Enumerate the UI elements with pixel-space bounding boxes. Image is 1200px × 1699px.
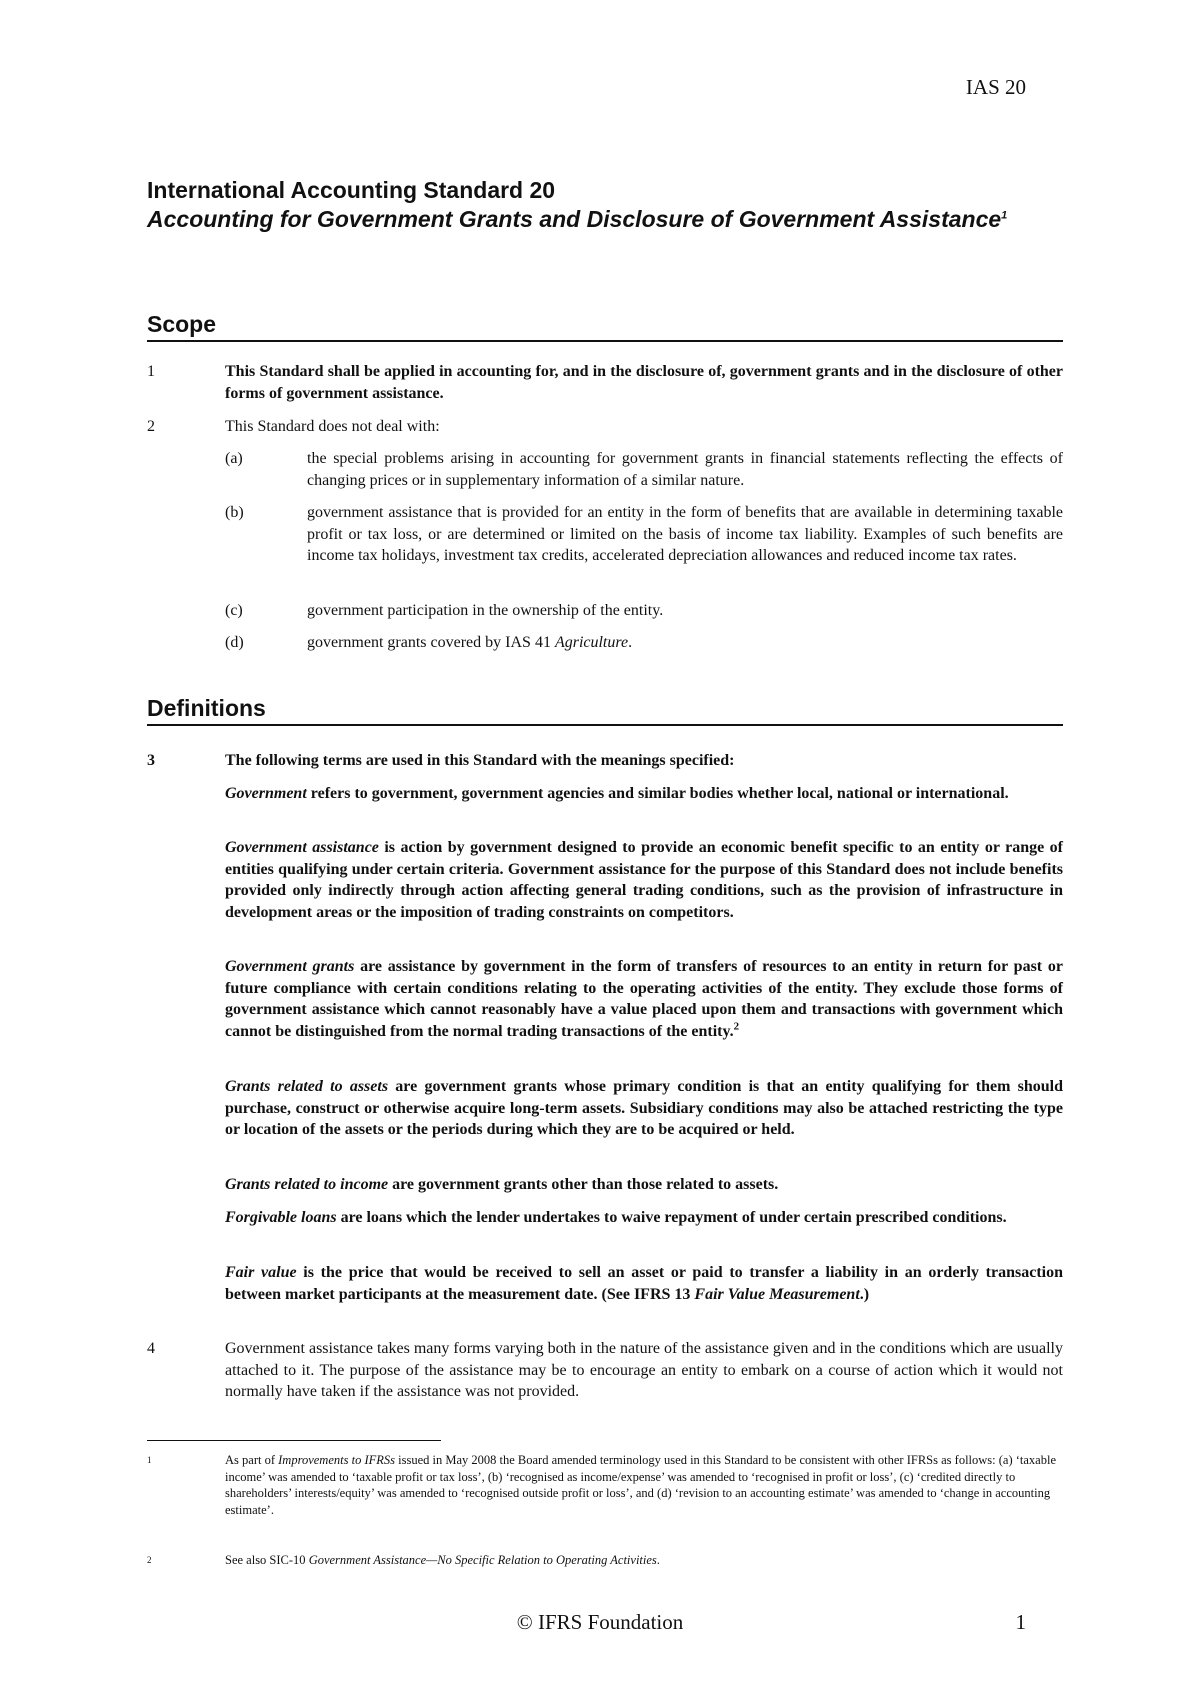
list-item-label: (c) bbox=[225, 602, 243, 619]
list-item-text bbox=[307, 632, 1063, 654]
defined-term: Forgivable loans bbox=[225, 1209, 337, 1226]
defined-term: Government assistance bbox=[225, 839, 379, 856]
list-item-b bbox=[225, 502, 1063, 567]
paragraph-2 bbox=[147, 416, 1063, 438]
footnote-italic: Government Assistance—No Specific Relation to Operating Activities bbox=[308, 1553, 657, 1567]
footnote-italic: Improvements to IFRSs bbox=[278, 1453, 395, 1467]
defined-term: Government grants bbox=[225, 958, 355, 975]
footnote-body: issued in May 2008 the Board amended terminology used in this Standard to be consistent with other IFRSs as follows: (a) ‘taxable income’ was amended to ‘taxable profit or tax loss’, (b) ‘recognised as income/expense’ was amended to ‘recognised in profit or loss’, (c) ‘credited directly to shareholders’ interests/equity’ was amended to ‘recognised outside profit or loss’, and (d) ‘revision to an accounting estimate’ was amended to ‘change in accounting estimate’. bbox=[225, 1453, 1057, 1517]
list-item-a bbox=[225, 448, 1063, 491]
list-item-c bbox=[225, 600, 1063, 622]
page-title bbox=[147, 176, 1067, 234]
definition-grants-related-to-income bbox=[225, 1174, 1063, 1196]
definition-text: are government grants other than those related to assets. bbox=[388, 1176, 779, 1193]
list-item-label: (b) bbox=[225, 504, 244, 521]
footnote-ref-2[interactable]: 2 bbox=[733, 1020, 740, 1033]
paragraph-number: 2 bbox=[147, 418, 155, 435]
paragraph-number: 4 bbox=[147, 1340, 155, 1357]
paragraph-number: 3 bbox=[147, 752, 155, 769]
definition-text: are government grants whose primary condition is that an entity qualifying for them should purchase, construct or otherwise acquire long-term assets. Subsidiary conditions may also be attached restricting the type or location of the assets or the periods during which they are to be acquired or held. bbox=[225, 1078, 1064, 1138]
standard-reference: Agriculture bbox=[554, 634, 629, 651]
definition-grants-related-to-assets bbox=[225, 1076, 1063, 1141]
list-item-label: (a) bbox=[225, 450, 243, 467]
footnote-ref-1[interactable]: 1 bbox=[1001, 209, 1008, 222]
paragraph-1 bbox=[147, 361, 1063, 404]
standard-title bbox=[147, 205, 1067, 234]
definition-tail: .) bbox=[859, 1285, 870, 1303]
definition-text: is action by government designed to provide an economic benefit specific to an entity or range of entities qualifying under certain criteria. Government assistance for the purpose of this Standard does not include benefits provided only indirectly through action affecting general trading conditions, such as the provision of infrastructure in development areas or the imposition of trading constraints on competitors. bbox=[225, 839, 1063, 921]
footnote-divider bbox=[147, 1440, 441, 1441]
definitions-heading: Definitions bbox=[147, 695, 1063, 726]
defined-term: Government bbox=[225, 785, 307, 802]
paragraph-text: This Standard does not deal with: bbox=[225, 418, 440, 435]
document-id: IAS 20 bbox=[965, 75, 1026, 99]
list-item-text: government assistance that is provided for an entity in the form of benefits that are available in determining taxable profit or tax loss, or are determined or limited on the basis of income tax liability. Examples of such benefits are income tax holidays, investment tax credits, accelerated depreciation allowances and reduced income tax rates. bbox=[307, 504, 1063, 564]
standard-reference: Fair Value Measurement bbox=[694, 1285, 860, 1303]
standard-number: International Accounting Standard 20 bbox=[147, 177, 556, 203]
list-item-label: (d) bbox=[225, 634, 244, 651]
scope-heading: Scope bbox=[147, 311, 1063, 342]
footnote-2 bbox=[147, 1552, 1063, 1569]
definition-government-assistance bbox=[225, 837, 1063, 923]
list-item-text: government participation in the ownership of the entity. bbox=[307, 602, 664, 619]
definition-forgivable-loans bbox=[225, 1207, 1063, 1229]
list-item-text-prefix: government grants covered by IAS 41 bbox=[307, 634, 555, 651]
definition-government-grants bbox=[225, 956, 1063, 1042]
definition-text: are loans which the lender undertakes to waive repayment of under certain prescribed conditions. bbox=[336, 1209, 1007, 1226]
footnote-number: 2 bbox=[147, 1555, 152, 1565]
footnote-prefix: See also SIC-10 bbox=[225, 1553, 309, 1567]
paragraph-text: This Standard shall be applied in accounting for, and in the disclosure of, government grants and in the disclosure of other forms of government assistance. bbox=[225, 363, 1063, 402]
definition-government bbox=[225, 783, 1063, 805]
list-item-text: the special problems arising in accounting for government grants in financial statements reflecting the effects of changing prices or in supplementary information of a similar nature. bbox=[307, 450, 1063, 489]
footnote-prefix: As part of bbox=[225, 1453, 279, 1467]
paragraph-number: 1 bbox=[147, 363, 155, 380]
footnote-body: . bbox=[656, 1553, 660, 1567]
definition-fair-value bbox=[225, 1262, 1063, 1305]
definition-text: is the price that would be received to sell an asset or paid to transfer a liability in an orderly transaction between market participants at the measurement date. (See IFRS 13 bbox=[225, 1264, 1063, 1303]
defined-term: Grants related to income bbox=[225, 1176, 389, 1193]
paragraph-text: The following terms are used in this Standard with the meanings specified: bbox=[225, 752, 735, 769]
footnote-number: 1 bbox=[147, 1455, 152, 1465]
defined-term: Grants related to assets bbox=[225, 1078, 389, 1095]
page-number: 1 bbox=[1015, 1610, 1026, 1634]
list-item-d bbox=[225, 632, 1063, 654]
footnote-text bbox=[225, 1452, 1063, 1518]
paragraph-3 bbox=[147, 750, 1063, 772]
list-item-text-suffix: . bbox=[628, 634, 633, 651]
paragraph-text: Government assistance takes many forms varying both in the nature of the assistance given and in the conditions which are usually attached to it. The purpose of the assistance may be to encourage an entity to embark on a course of action which it would not normally have taken if the assistance was not provided. bbox=[225, 1340, 1063, 1400]
definition-text: refers to government, government agencies and similar bodies whether local, national or international. bbox=[306, 785, 1009, 802]
definition-text: are assistance by government in the form of transfers of resources to an entity in return for past or future compliance with certain conditions relating to the operating activities of the entity. They exclude those forms of government assistance which cannot reasonably have a value placed upon them and transactions with government which cannot be distinguished from the normal trading transactions of the entity. bbox=[225, 958, 1063, 1040]
footnote-1 bbox=[147, 1452, 1063, 1518]
paragraph-4 bbox=[147, 1338, 1063, 1403]
footnote-text bbox=[225, 1552, 1063, 1569]
copyright-notice: © IFRS Foundation bbox=[516, 1610, 684, 1634]
standard-title-text: Accounting for Government Grants and Disclosure of Government Assistance bbox=[147, 206, 1002, 232]
defined-term: Fair value bbox=[225, 1264, 297, 1281]
